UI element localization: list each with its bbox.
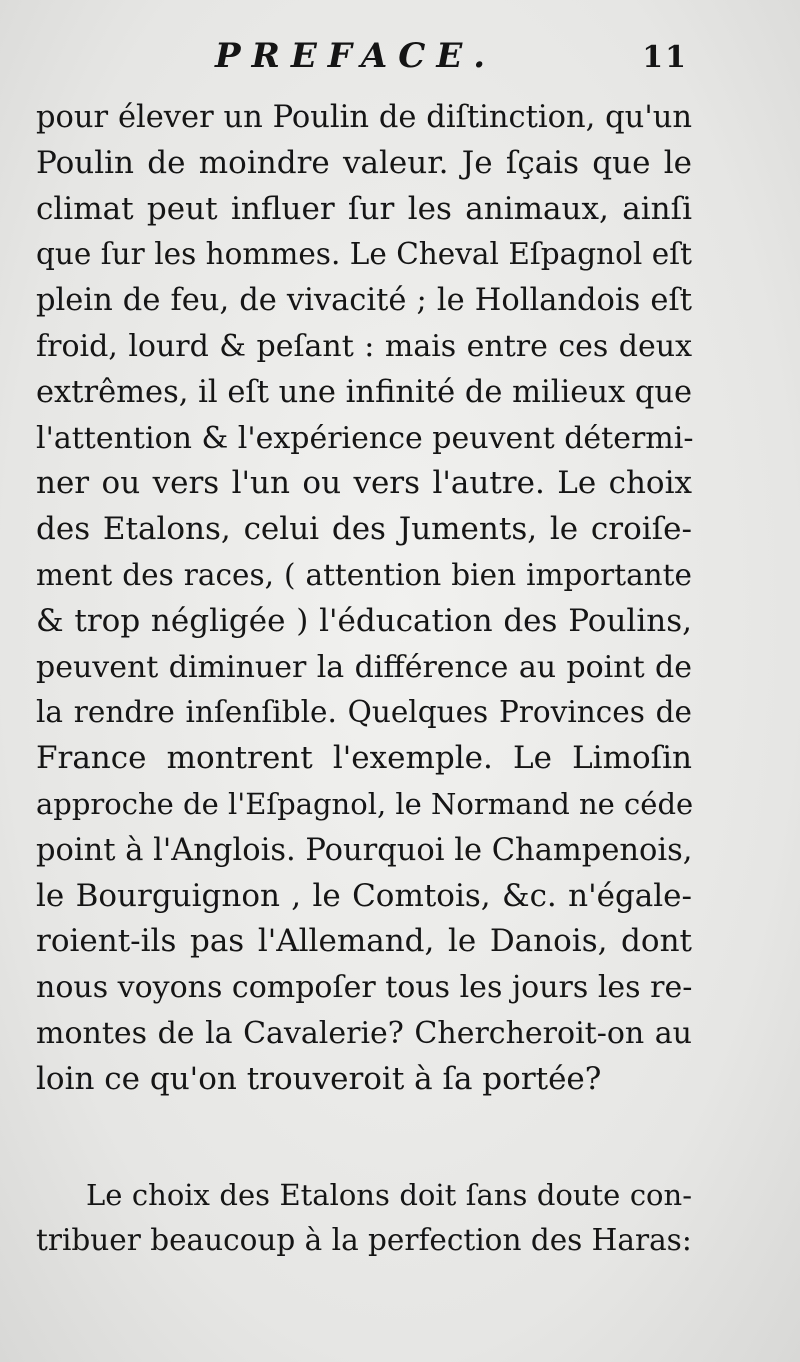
text-line: froid, lourd & peſant : mais entre ces deux	[36, 328, 692, 364]
paragraph-2	[36, 1173, 692, 1265]
text-line: le Bourguignon , le Comtois, &c. n'égale-	[36, 877, 692, 914]
page-header	[0, 36, 800, 86]
page-number: 11	[642, 40, 688, 75]
text-line: ner ou vers l'un ou vers l'autre. Le choix	[36, 465, 692, 502]
running-title: PREFACE.	[215, 36, 497, 76]
text-line: peuvent diminuer la différence au point de	[36, 649, 692, 685]
text-line: roient-ils pas l'Allemand, le Danois, dont	[36, 923, 692, 960]
text-line: point à l'Anglois. Pourquoi le Champenois,	[36, 832, 693, 868]
body-text	[36, 95, 692, 1264]
text-line: ment des races, ( attention bien importante	[36, 557, 692, 592]
paragraph-gap	[36, 1103, 692, 1173]
text-line: que ſur les hommes. Le Cheval Eſpagnol eſt	[36, 237, 692, 272]
text-line: montes de la Cavalerie? Chercheroit-on au	[36, 1015, 692, 1051]
text-line: nous voyons compoſer tous les jours les re-	[36, 970, 693, 1006]
text-line: approche de l'Eſpagnol, le Normand ne céde	[36, 786, 694, 821]
text-line: & trop négligée ) l'éducation des Poulins,	[36, 602, 692, 639]
text-line: la rendre inſenſible. Quelques Provinces de	[36, 695, 692, 730]
text-line: l'attention & l'expérience peuvent détermi-	[36, 420, 694, 456]
text-line: plein de feu, de vivacité ; le Hollandois eſt	[36, 283, 692, 319]
paragraph-1	[36, 95, 692, 1103]
text-line: loin ce qu'on trouveroit à ſa portée?	[36, 1060, 602, 1097]
text-line: France montrent l'exemple. Le Limoſin	[36, 740, 692, 777]
text-line: Poulin de moindre valeur. Je ſçais que le	[36, 144, 692, 181]
text-line: extrêmes, il eſt une infinité de milieux que	[36, 374, 693, 410]
text-line: tribuer beaucoup à la perfection des Haras:	[36, 1223, 692, 1258]
text-line: pour élever un Poulin de diſtinction, qu'un	[36, 100, 692, 135]
text-line: climat peut influer ſur les animaux, ainſi	[36, 190, 692, 227]
text-line: des Etalons, celui des Juments, le croiſe-	[36, 511, 692, 548]
text-line: Le choix des Etalons doit ſans doute con-	[86, 1177, 692, 1212]
